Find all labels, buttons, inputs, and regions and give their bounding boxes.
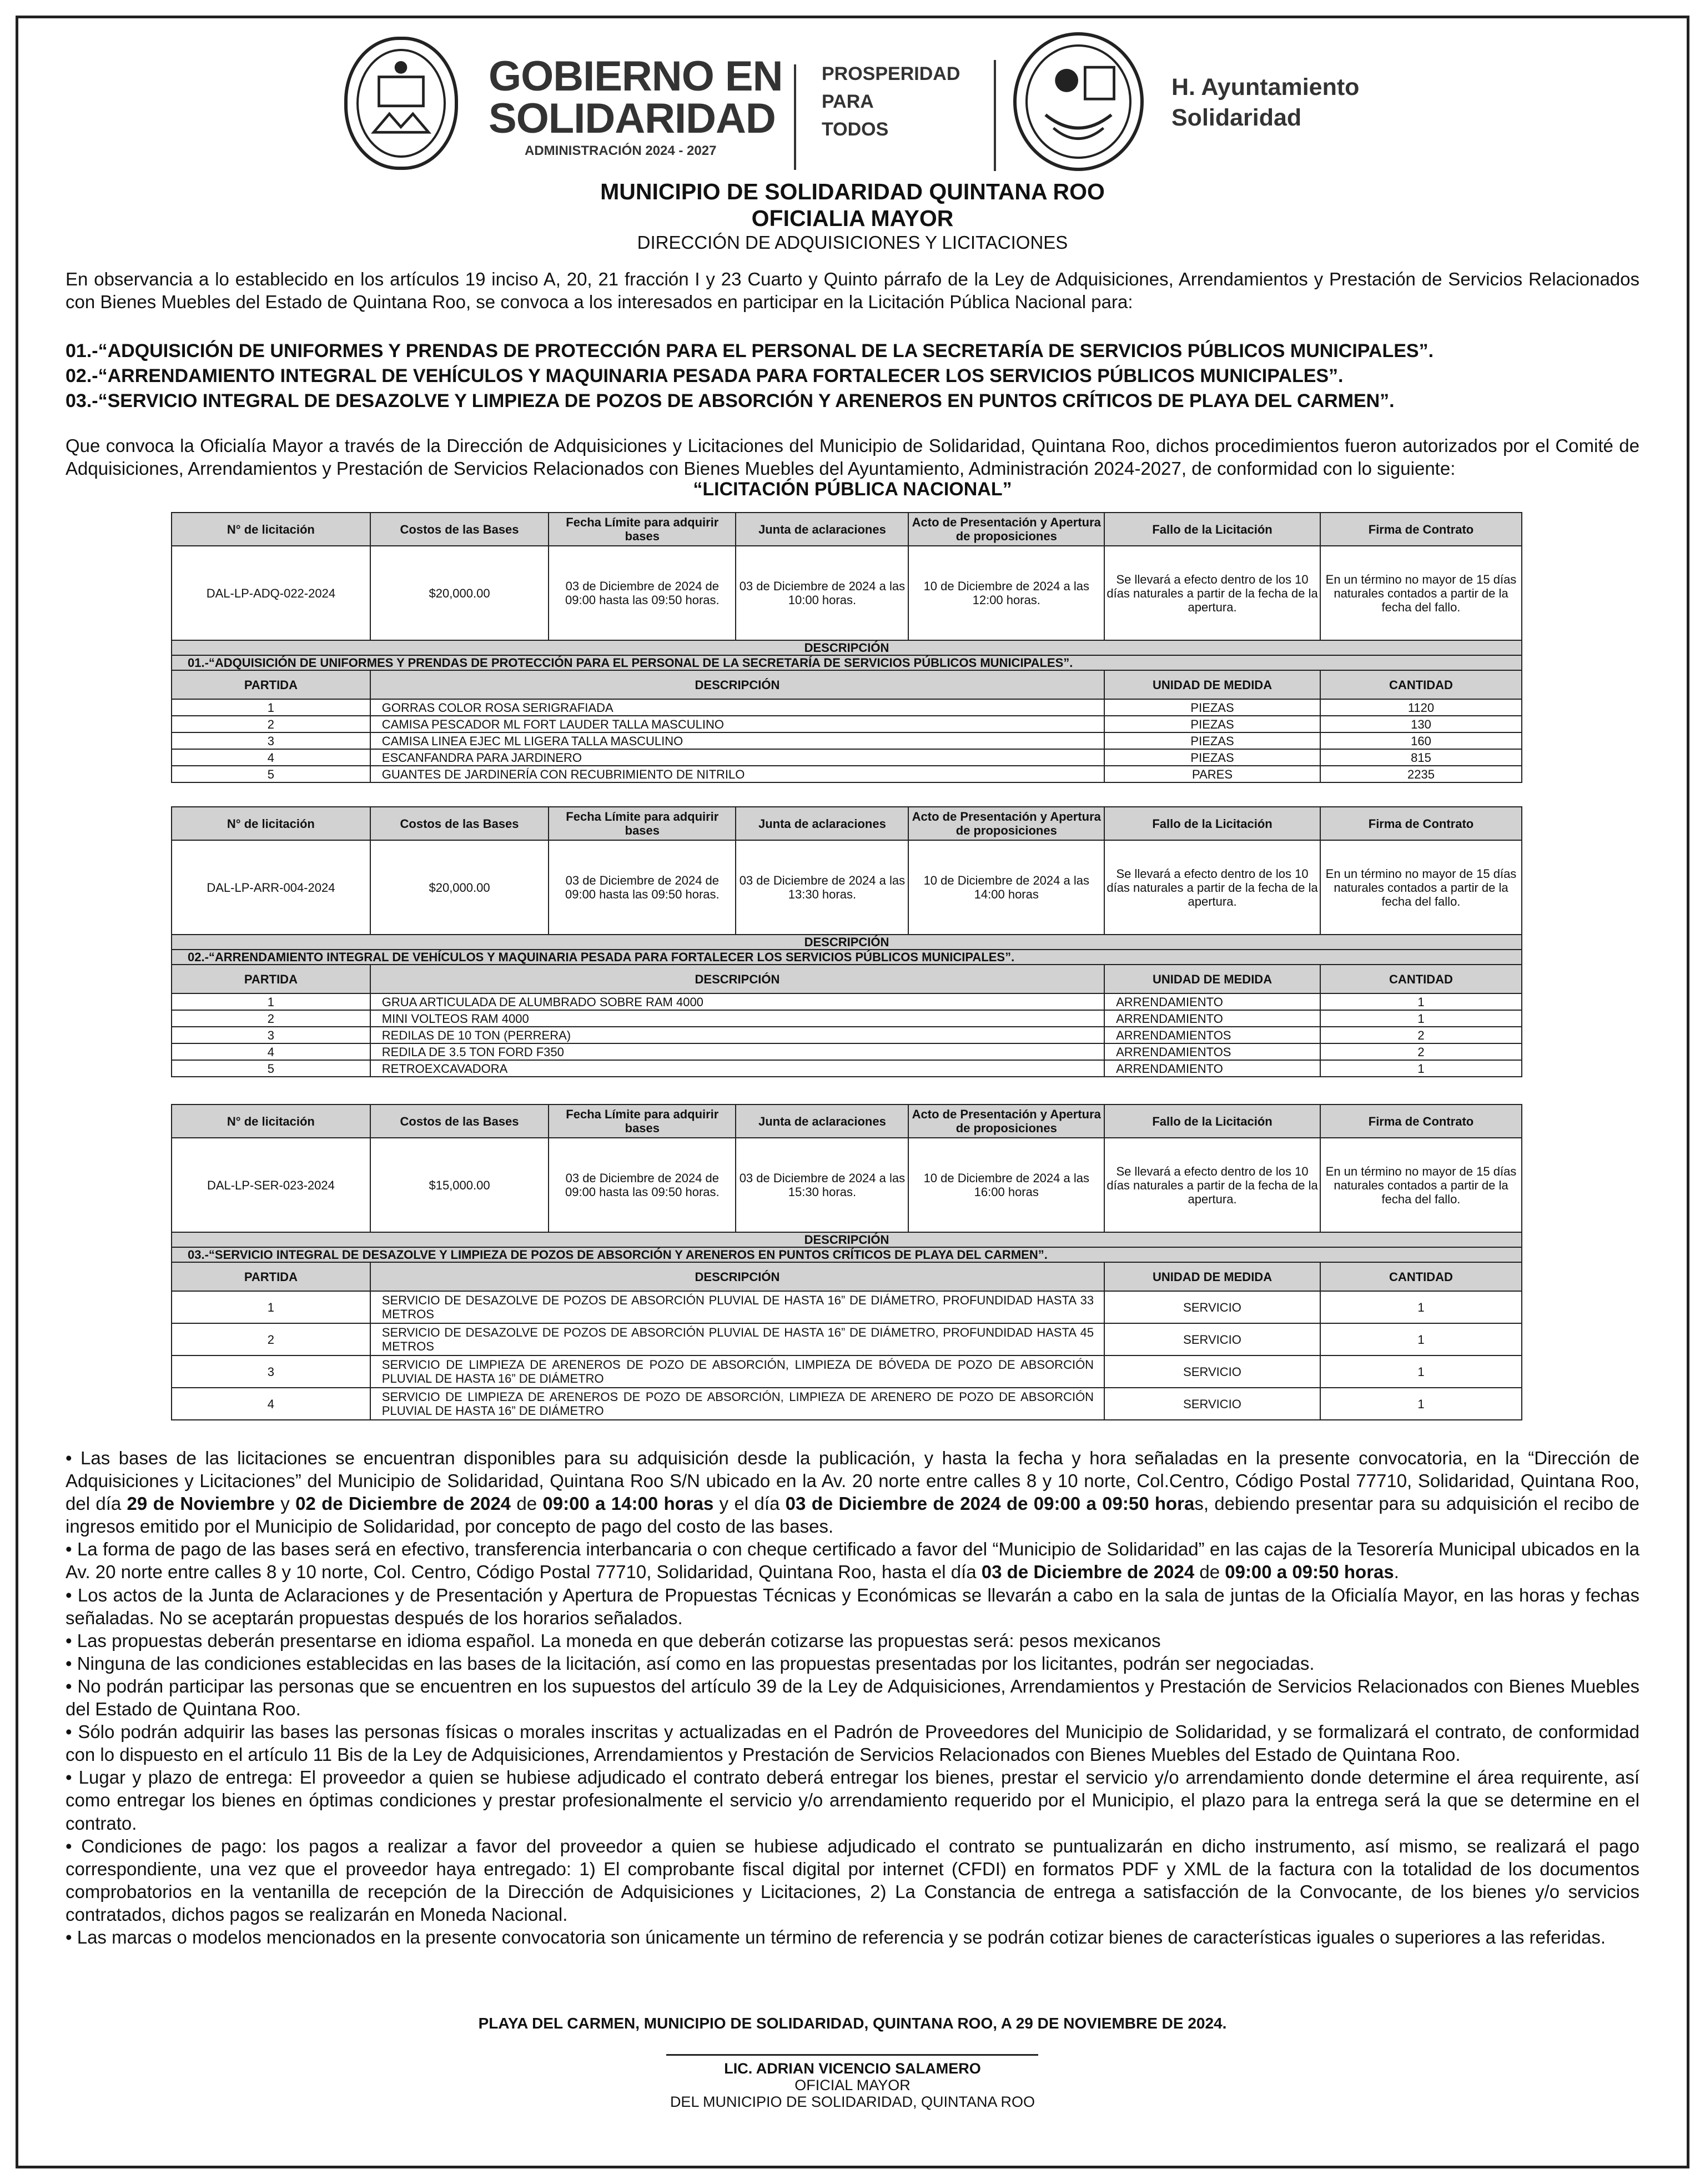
- ayto-line2: Solidaridad: [1171, 104, 1302, 131]
- tender-cost: $20,000.00: [370, 546, 549, 640]
- header-fecha: Fecha Límite para adquirir bases: [549, 807, 736, 840]
- table-row: [172, 699, 1522, 716]
- item-description: SERVICIO DE DESAZOLVE DE POZOS DE ABSORCIÓN PLUVIAL DE HASTA 16” DE DIÁMETRO, PROFUNDIDAD HASTA 33 METROS: [370, 1291, 1104, 1323]
- quantity: 130: [1320, 716, 1522, 732]
- header-fallo: Fallo de la Licitación: [1104, 807, 1320, 840]
- tender-table: [171, 512, 1522, 783]
- header-num: N° de licitación: [172, 1104, 370, 1138]
- condition-item: [66, 1584, 1639, 1629]
- unit: PIEZAS: [1104, 716, 1320, 732]
- tender-subject: 02.-“ARRENDAMIENTO INTEGRAL DE VEHÍCULOS Y MAQUINARIA PESADA PARA FORTALECER LOS SERVICIOS PÚBLICOS MUNICIPALES”.: [172, 950, 1522, 965]
- condition-text: • Lugar y plazo de entrega: El proveedor a quien se hubiese adjudicado el contrato deberá entregar los bienes, prestar el servicio y/o arrendamiento donde determine el área requirente, así como entregar los bienes en óptimas condiciones y prestar profesionalmente el servicio y/o arrendamiento requerido por el Municipio, el plazo para la entrega será la que se determine en el contrato.: [66, 1767, 1639, 1834]
- tender-firma: En un término no mayor de 15 días naturales contados a partir de la fecha del fallo.: [1320, 1138, 1522, 1232]
- partida: 2: [172, 1323, 370, 1355]
- tender-table: [171, 806, 1522, 1077]
- divider: [994, 60, 996, 171]
- condition-item: [66, 1675, 1639, 1720]
- header-acto: Acto de Presentación y Apertura de proposiciones: [908, 807, 1104, 840]
- header-fallo: Fallo de la Licitación: [1104, 1104, 1320, 1138]
- item-description: SERVICIO DE DESAZOLVE DE POZOS DE ABSORCIÓN PLUVIAL DE HASTA 16” DE DIÁMETRO, PROFUNDIDAD HASTA 45 METROS: [370, 1323, 1104, 1355]
- condition-text: • Las bases de las licitaciones se encuentran disponibles para su adquisición desde la publicación, y hasta la fecha y hora señaladas en la presente convocatoria, en la “Dirección de Adquisiciones y Licitaciones” del Municipio de Solidaridad, Quintana Roo S/N ubicado en la Av. 20 norte entre calles 8 y 10 norte, Col.Centro, Código Postal 77710, Solidaridad, Quintana Roo, del día: [66, 1448, 1639, 1514]
- condition-text: de: [511, 1493, 543, 1514]
- tender-fallo: Se llevará a efecto dentro de los 10 días naturales a partir de la fecha de la apertura.: [1104, 1138, 1320, 1232]
- partida: 1: [172, 993, 370, 1010]
- condition-text: y el día: [713, 1493, 786, 1514]
- quantity: 1: [1320, 1323, 1522, 1355]
- item-description: REDILAS DE 10 TON (PERRERA): [370, 1027, 1104, 1043]
- quantity: 2: [1320, 1043, 1522, 1060]
- quantity: 1: [1320, 1388, 1522, 1420]
- condition-text: • Sólo podrán adquirir las bases las personas físicas o morales inscritas y actualizadas en el Padrón de Proveedores del Municipio de Solidaridad, y se formalizará el contrato, de conformidad con lo dispuesto en el artículo 11 Bis de la Ley de Adquisiciones, Arrendamientos y Prestación de Servicios Relacionados con Bienes Muebles del Estado de Quintana Roo.: [66, 1721, 1639, 1765]
- condition-text: 03 de Diciembre de 2024 de 09:00 a 09:50 hora: [785, 1493, 1195, 1514]
- unit: PIEZAS: [1104, 699, 1320, 716]
- government-seal-icon: [344, 37, 458, 170]
- condition-text: 29 de Noviembre: [127, 1493, 275, 1514]
- unit: ARRENDAMIENTO: [1104, 993, 1320, 1010]
- header-partida: PARTIDA: [172, 670, 370, 699]
- header-firma: Firma de Contrato: [1320, 1104, 1522, 1138]
- header-cantidad: CANTIDAD: [1320, 670, 1522, 699]
- conditions-list: [66, 1447, 1639, 1949]
- item-description: CAMISA LINEA EJEC ML LIGERA TALLA MASCULINO: [370, 732, 1104, 749]
- item-description: GRUA ARTICULADA DE ALUMBRADO SOBRE RAM 4000: [370, 993, 1104, 1010]
- table-row: [172, 716, 1522, 732]
- unit: ARRENDAMIENTO: [1104, 1060, 1320, 1077]
- government-wordmark: [489, 53, 783, 142]
- tender-subject-item: 03.-“SERVICIO INTEGRAL DE DESAZOLVE Y LIMPIEZA DE POZOS DE ABSORCIÓN Y ARENEROS EN PUNTOS CRÍTICOS DE PLAYA DEL CARMEN”.: [66, 390, 1395, 411]
- description-heading: DESCRIPCIÓN: [172, 935, 1522, 950]
- tender-firma: En un término no mayor de 15 días naturales contados a partir de la fecha del fallo.: [1320, 546, 1522, 640]
- condition-text: y: [274, 1493, 296, 1514]
- condition-text: 09:00 a 14:00 horas: [542, 1493, 714, 1514]
- description-heading: DESCRIPCIÓN: [172, 1232, 1522, 1247]
- header-acto: Acto de Presentación y Apertura de proposiciones: [908, 513, 1104, 546]
- partida: 3: [172, 1027, 370, 1043]
- tender-acto: 10 de Diciembre de 2024 a las 12:00 horas.: [908, 546, 1104, 640]
- header-unidad: UNIDAD DE MEDIDA: [1104, 965, 1320, 993]
- item-description: GORRAS COLOR ROSA SERIGRAFIADA: [370, 699, 1104, 716]
- item-description: ESCANFANDRA PARA JARDINERO: [370, 749, 1104, 766]
- partida: 3: [172, 732, 370, 749]
- unit: SERVICIO: [1104, 1323, 1320, 1355]
- table-row: [172, 1010, 1522, 1027]
- tender-fecha: 03 de Diciembre de 2024 de 09:00 hasta las 09:50 horas.: [549, 1138, 736, 1232]
- unit: PIEZAS: [1104, 749, 1320, 766]
- unit: SERVICIO: [1104, 1355, 1320, 1388]
- header-firma: Firma de Contrato: [1320, 513, 1522, 546]
- table-row: [172, 749, 1522, 766]
- tender-number: DAL-LP-SER-023-2024: [172, 1138, 370, 1232]
- header-unidad: UNIDAD DE MEDIDA: [1104, 1262, 1320, 1291]
- tender-fallo: Se llevará a efecto dentro de los 10 días naturales a partir de la fecha de la apertura.: [1104, 840, 1320, 935]
- partida: 5: [172, 766, 370, 782]
- table-row: [172, 1388, 1522, 1420]
- item-description: CAMISA PESCADOR ML FORT LAUDER TALLA MASCULINO: [370, 716, 1104, 732]
- partida: 4: [172, 1388, 370, 1420]
- condition-text: • Ninguna de las condiciones establecidas en las bases de la licitación, así como en las propuestas presentadas por los licitantes, podrán ser negociadas.: [66, 1653, 1315, 1674]
- partida: 2: [172, 1010, 370, 1027]
- table-row: [172, 1291, 1522, 1323]
- tender-subject: 03.-“SERVICIO INTEGRAL DE DESAZOLVE Y LIMPIEZA DE POZOS DE ABSORCIÓN Y ARENEROS EN PUNTOS CRÍTICOS DE PLAYA DEL CARMEN”.: [172, 1247, 1522, 1262]
- tender-firma: En un término no mayor de 15 días naturales contados a partir de la fecha del fallo.: [1320, 840, 1522, 935]
- quantity: 1120: [1320, 699, 1522, 716]
- quantity: 160: [1320, 732, 1522, 749]
- partida: 3: [172, 1355, 370, 1388]
- gov-line1: GOBIERNO EN: [489, 53, 783, 100]
- unit: PIEZAS: [1104, 732, 1320, 749]
- header-cantidad: CANTIDAD: [1320, 1262, 1522, 1291]
- tender-junta: 03 de Diciembre de 2024 a las 15:30 horas.: [736, 1138, 908, 1232]
- condition-item: [66, 1766, 1639, 1834]
- signer-name: LIC. ADRIAN VICENCIO SALAMERO: [724, 2060, 981, 2077]
- quantity: 1: [1320, 1355, 1522, 1388]
- header-firma: Firma de Contrato: [1320, 807, 1522, 840]
- header-descripcion: DESCRIPCIÓN: [370, 670, 1104, 699]
- header-junta: Junta de aclaraciones: [736, 1104, 908, 1138]
- tender-fecha: 03 de Diciembre de 2024 de 09:00 hasta las 09:50 horas.: [549, 840, 736, 935]
- tender-cost: $15,000.00: [370, 1138, 549, 1232]
- condition-text: • Las marcas o modelos mencionados en la presente convocatoria son únicamente un término de referencia y se podrán cotizar bienes de características iguales o superiores a las referidas.: [66, 1926, 1606, 1947]
- municipal-seal-icon: [1013, 32, 1144, 171]
- condition-item: [66, 1652, 1639, 1675]
- tender-acto: 10 de Diciembre de 2024 a las 16:00 horas: [908, 1138, 1104, 1232]
- header-partida: PARTIDA: [172, 965, 370, 993]
- table-row: [172, 1027, 1522, 1043]
- header-num: N° de licitación: [172, 513, 370, 546]
- header-acto: Acto de Presentación y Apertura de proposiciones: [908, 1104, 1104, 1138]
- item-description: SERVICIO DE LIMPIEZA DE ARENEROS DE POZO DE ABSORCIÓN, LIMPIEZA DE ARENERO DE POZO DE ABSORCIÓN PLUVIAL DE HASTA 16” DE DIÁMETRO: [370, 1388, 1104, 1420]
- table-row: [172, 1323, 1522, 1355]
- condition-text: • Condiciones de pago: los pagos a realizar a favor del proveedor a quien se hubiese adjudicado el contrato se puntualizarán en dicho instrumento, así mismo, se realizará el pago correspondiente, una vez que el proveedor haya entregado: 1) El comprobante fiscal digital por internet (CFDI) en formatos PDF y XML de la factura con la totalidad de los documentos comprobatorios en la ventanilla de recepción de la Dirección de Adquisiciones y Licitaciones, 2) La Constancia de entrega a satisfacción de la Convocante, de los bienes y/o servicios contratados, dichos pagos se realizarán en Moneda Nacional.: [66, 1835, 1639, 1925]
- header-num: N° de licitación: [172, 807, 370, 840]
- tender-junta: 03 de Diciembre de 2024 a las 10:00 horas.: [736, 546, 908, 640]
- item-description: REDILA DE 3.5 TON FORD F350: [370, 1043, 1104, 1060]
- title-municipio: MUNICIPIO DE SOLIDARIDAD QUINTANA ROO: [600, 179, 1105, 204]
- tender-junta: 03 de Diciembre de 2024 a las 13:30 horas.: [736, 840, 908, 935]
- signer-role: OFICIAL MAYOR: [794, 2077, 911, 2093]
- unit: ARRENDAMIENTOS: [1104, 1043, 1320, 1060]
- header: [0, 32, 1705, 182]
- slogan-line: PARA: [822, 91, 874, 112]
- administration-period: ADMINISTRACIÓN 2024 - 2027: [525, 143, 717, 158]
- tender-subject: 01.-“ADQUISICIÓN DE UNIFORMES Y PRENDAS DE PROTECCIÓN PARA EL PERSONAL DE LA SECRETARÍA DE SERVICIOS PÚBLICOS MUNICIPALES”.: [172, 655, 1522, 670]
- unit: SERVICIO: [1104, 1388, 1320, 1420]
- partida: 4: [172, 749, 370, 766]
- table-row: [172, 1043, 1522, 1060]
- unit: ARRENDAMIENTO: [1104, 1010, 1320, 1027]
- tender-fallo: Se llevará a efecto dentro de los 10 días naturales a partir de la fecha de la apertura.: [1104, 546, 1320, 640]
- condition-text: de: [1194, 1562, 1225, 1583]
- tender-subject-list: [66, 339, 1639, 414]
- partida: 5: [172, 1060, 370, 1077]
- tender-cost: $20,000.00: [370, 840, 549, 935]
- table-row: [172, 993, 1522, 1010]
- divider: [794, 64, 796, 170]
- condition-text: • Las propuestas deberán presentarse en idioma español. La moneda en que deberán cotizarse las propuestas será: pesos mexicanos: [66, 1630, 1161, 1651]
- signer-org: DEL MUNICIPIO DE SOLIDARIDAD, QUINTANA ROO: [670, 2093, 1035, 2110]
- header-cost: Costos de las Bases: [370, 807, 549, 840]
- table-row: [172, 732, 1522, 749]
- table-row: [172, 1060, 1522, 1077]
- slogan: [822, 60, 960, 143]
- item-description: RETROEXCAVADORA: [370, 1060, 1104, 1077]
- tender-number: DAL-LP-ARR-004-2024: [172, 840, 370, 935]
- header-cantidad: CANTIDAD: [1320, 965, 1522, 993]
- signature-line: [666, 2054, 1038, 2056]
- condition-text: 03 de Diciembre de 2024: [981, 1562, 1195, 1583]
- condition-text: .: [1394, 1562, 1399, 1583]
- quantity: 1: [1320, 993, 1522, 1010]
- header-junta: Junta de aclaraciones: [736, 807, 908, 840]
- condition-text: 09:00 a 09:50 horas: [1225, 1562, 1394, 1583]
- header-partida: PARTIDA: [172, 1262, 370, 1291]
- header-cost: Costos de las Bases: [370, 513, 549, 546]
- condition-item: [66, 1835, 1639, 1926]
- header-junta: Junta de aclaraciones: [736, 513, 908, 546]
- item-description: GUANTES DE JARDINERÍA CON RECUBRIMIENTO DE NITRILO: [370, 766, 1104, 782]
- header-cost: Costos de las Bases: [370, 1104, 549, 1138]
- condition-item: [66, 1447, 1639, 1538]
- gov-line2: SOLIDARIDAD: [489, 95, 776, 142]
- place-date: PLAYA DEL CARMEN, MUNICIPIO DE SOLIDARIDAD, QUINTANA ROO, A 29 DE NOVIEMBRE DE 2024.: [478, 2015, 1227, 2032]
- quantity: 2235: [1320, 766, 1522, 782]
- quantity: 1: [1320, 1060, 1522, 1077]
- tender-subject-item: 02.-“ARRENDAMIENTO INTEGRAL DE VEHÍCULOS Y MAQUINARIA PESADA PARA FORTALECER LOS SERVICIOS PÚBLICOS MUNICIPALES”.: [66, 365, 1344, 386]
- condition-text: • Los actos de la Junta de Aclaraciones y de Presentación y Apertura de Propuestas Técnicas y Económicas se llevarán a cabo en la sala de juntas de la Oficialía Mayor, en las horas y fechas señaladas. No se aceptarán propuestas después de los horarios señalados.: [66, 1584, 1639, 1628]
- condition-text: s, debiendo presentar para su adquisición el recibo de ingresos emitido por el Municipio de Solidaridad, por concepto de pago del costo de las bases.: [66, 1493, 1640, 1537]
- description-heading: DESCRIPCIÓN: [172, 640, 1522, 655]
- ayto-line1: H. Ayuntamiento: [1171, 74, 1360, 101]
- tender-subject-item: 01.-“ADQUISICIÓN DE UNIFORMES Y PRENDAS DE PROTECCIÓN PARA EL PERSONAL DE LA SECRETARÍA DE SERVICIOS PÚBLICOS MUNICIPALES”.: [66, 340, 1434, 362]
- header-unidad: UNIDAD DE MEDIDA: [1104, 670, 1320, 699]
- table-row: [172, 766, 1522, 782]
- tender-fecha: 03 de Diciembre de 2024 de 09:00 hasta las 09:50 horas.: [549, 546, 736, 640]
- item-description: SERVICIO DE LIMPIEZA DE ARENEROS DE POZO DE ABSORCIÓN, LIMPIEZA DE BÓVEDA DE POZO DE ABSORCIÓN PLUVIAL DE HASTA 16” DE DIÁMETRO: [370, 1355, 1104, 1388]
- tender-table: [171, 1104, 1522, 1420]
- quantity: 1: [1320, 1291, 1522, 1323]
- condition-item: [66, 1629, 1639, 1652]
- header-fecha: Fecha Límite para adquirir bases: [549, 1104, 736, 1138]
- quantity: 815: [1320, 749, 1522, 766]
- intro-paragraph: En observancia a lo establecido en los artículos 19 inciso A, 20, 21 fracción I y 23 Cuarto y Quinto párrafo de la Ley de Adquisiciones, Arrendamientos y Prestación de Servicios Relacionados con Bienes Muebles del Estado de Quintana Roo, se convoca a los interesados en participar en la Licitación Pública Nacional para:: [66, 269, 1639, 312]
- header-descripcion: DESCRIPCIÓN: [370, 1262, 1104, 1291]
- header-descripcion: DESCRIPCIÓN: [370, 965, 1104, 993]
- item-description: MINI VOLTEOS RAM 4000: [370, 1010, 1104, 1027]
- condition-text: • La forma de pago de las bases será en efectivo, transferencia interbancaria o con cheque certificado a favor del “Municipio de Solidaridad” en las cajas de la Tesorería Municipal ubicados en la Av. 20 norte entre calles 8 y 10 norte, Col. Centro, Código Postal 77710, Solidaridad, Quintana Roo, hasta el día: [66, 1539, 1639, 1583]
- table-row: [172, 1355, 1522, 1388]
- tender-acto: 10 de Diciembre de 2024 a las 14:00 horas: [908, 840, 1104, 935]
- title-direccion: DIRECCIÓN DE ADQUISICIONES Y LICITACIONES: [637, 232, 1068, 253]
- unit: SERVICIO: [1104, 1291, 1320, 1323]
- ayuntamiento-name: [1171, 72, 1359, 133]
- quantity: 2: [1320, 1027, 1522, 1043]
- partida: 1: [172, 699, 370, 716]
- condition-item: [66, 1538, 1639, 1583]
- header-fecha: Fecha Límite para adquirir bases: [549, 513, 736, 546]
- unit: PARES: [1104, 766, 1320, 782]
- convoca-paragraph: Que convoca la Oficialía Mayor a través de la Dirección de Adquisiciones y Licitaciones del Municipio de Solidaridad, Quintana Roo, dichos procedimientos fueron autorizados por el Comité de Adquisiciones, Arrendamientos y Prestación de Servicios Relacionados con Bienes Muebles del Ayuntamiento, Administración 2024-2027, de conformidad con lo siguiente:: [66, 435, 1639, 479]
- condition-text: • No podrán participar las personas que se encuentren en los supuestos del artículo 39 de la Ley de Adquisiciones, Arrendamientos y Prestación de Servicios Relacionados con Bienes Muebles del Estado de Quintana Roo.: [66, 1675, 1639, 1720]
- title-oficialia: OFICIALIA MAYOR: [751, 205, 954, 231]
- condition-item: [66, 1720, 1639, 1766]
- partida: 2: [172, 716, 370, 732]
- condition-item: [66, 1926, 1639, 1949]
- partida: 4: [172, 1043, 370, 1060]
- condition-text: 02 de Diciembre de 2024: [295, 1493, 511, 1514]
- tender-number: DAL-LP-ADQ-022-2024: [172, 546, 370, 640]
- partida: 1: [172, 1291, 370, 1323]
- quantity: 1: [1320, 1010, 1522, 1027]
- header-fallo: Fallo de la Licitación: [1104, 513, 1320, 546]
- unit: ARRENDAMIENTOS: [1104, 1027, 1320, 1043]
- slogan-line: TODOS: [822, 119, 889, 140]
- slogan-line: PROSPERIDAD: [822, 63, 960, 84]
- lpn-heading: “LICITACIÓN PÚBLICA NACIONAL”: [693, 479, 1012, 500]
